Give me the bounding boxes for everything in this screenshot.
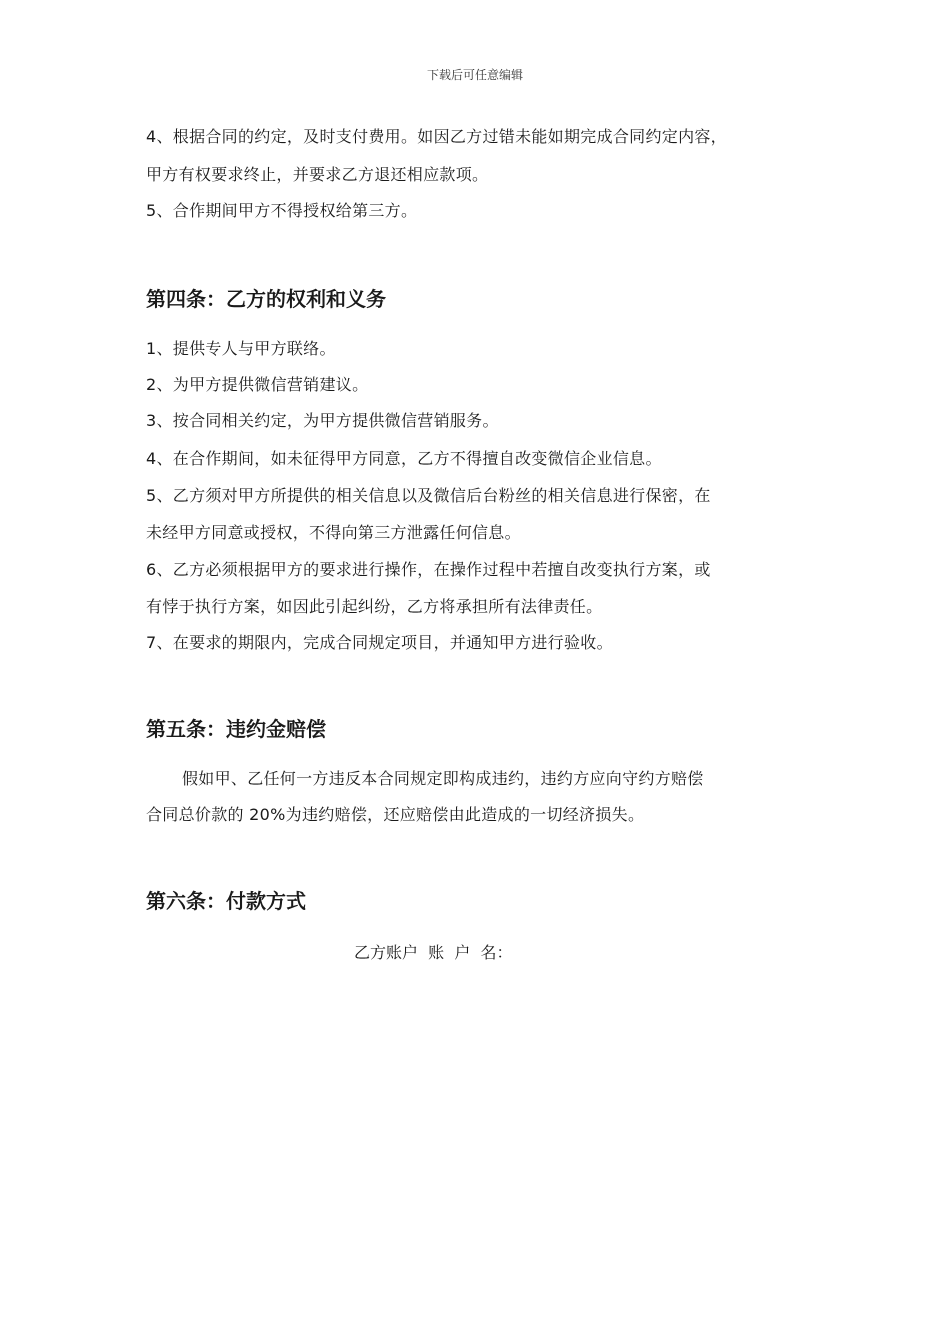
account-name-line: 乙方账户 账 户 名： bbox=[354, 943, 513, 962]
clause-line: 7、在要求的期限内，完成合同规定项目，并通知甲方进行验收。 bbox=[146, 633, 613, 652]
clause-line: 4、在合作期间，如未征得甲方同意，乙方不得擅自改变微信企业信息。 bbox=[146, 449, 662, 468]
header-note: 下载后可任意编辑 bbox=[426, 68, 523, 82]
clause-line: 5、乙方须对甲方所提供的相关信息以及微信后台粉丝的相关信息进行保密，在 bbox=[146, 486, 711, 505]
clause-line: 2、为甲方提供微信营销建议。 bbox=[146, 375, 369, 394]
clause-line: 4、根据合同的约定，及时支付费用。如因乙方过错未能如期完成合同约定内容， bbox=[146, 127, 727, 146]
paragraph-line: 假如甲、乙任何一方违反本合同规定即构成违约，违约方应向守约方赔偿 bbox=[182, 769, 704, 788]
clause-line: 未经甲方同意或授权，不得向第三方泄露任何信息。 bbox=[146, 523, 521, 542]
section-heading: 第四条：乙方的权利和义务 bbox=[146, 287, 386, 311]
section-heading: 第六条：付款方式 bbox=[146, 889, 306, 913]
clause-line: 甲方有权要求终止，并要求乙方退还相应款项。 bbox=[146, 165, 489, 184]
clause-line: 3、按合同相关约定，为甲方提供微信营销服务。 bbox=[146, 411, 499, 430]
clause-line: 有悖于执行方案，如因此引起纠纷，乙方将承担所有法律责任。 bbox=[146, 597, 603, 616]
section-heading: 第五条：违约金赔偿 bbox=[146, 717, 326, 741]
clause-line: 1、提供专人与甲方联络。 bbox=[146, 339, 336, 358]
paragraph-line: 合同总价款的 20%为违约赔偿，还应赔偿由此造成的一切经济损失。 bbox=[146, 805, 645, 824]
clause-line: 5、合作期间甲方不得授权给第三方。 bbox=[146, 201, 418, 220]
clause-line: 6、乙方必须根据甲方的要求进行操作，在操作过程中若擅自改变执行方案，或 bbox=[146, 560, 711, 579]
